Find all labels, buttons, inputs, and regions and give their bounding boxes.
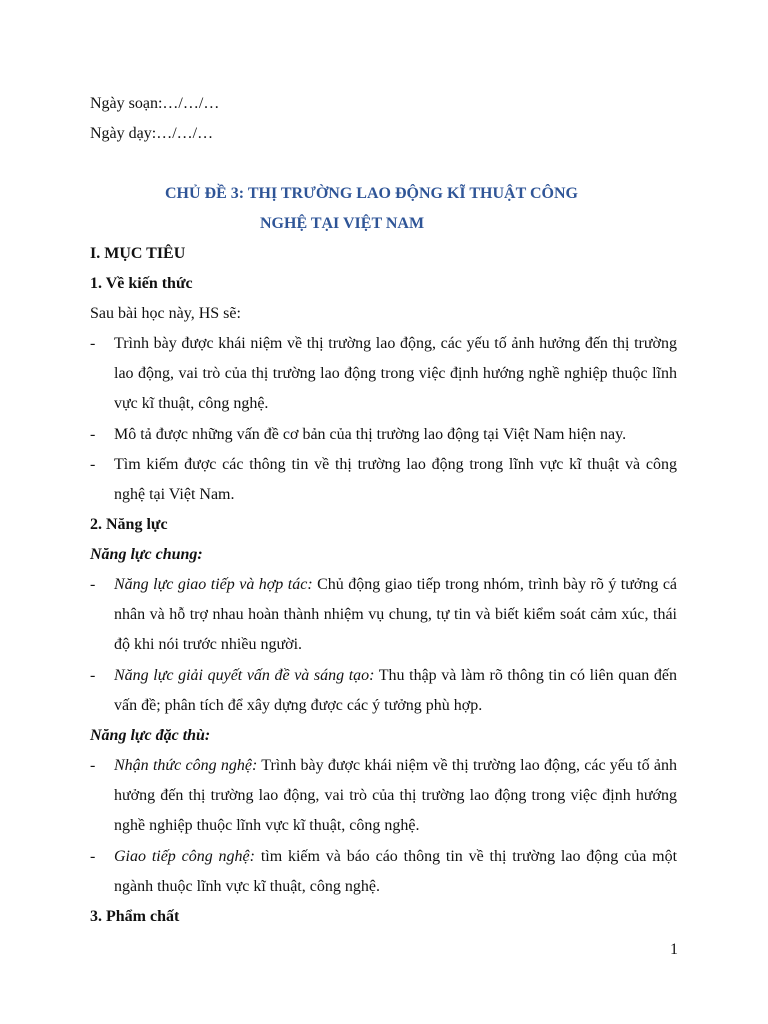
bullet-label: Nhận thức công nghệ: [114,757,258,774]
subheading-competence: 2. Năng lực [90,516,168,533]
specific-competence-heading: Năng lực đặc thù: [90,727,211,744]
knowledge-intro: Sau bài học này, HS sẽ: [90,305,241,322]
bullet-body: tìm kiếm và báo cáo thông tin về thị trường lao động của một ngành thuộc lĩnh vực kĩ thuật, công nghệ. [114,848,678,895]
prep-date: Ngày soạn:…/…/… [90,95,220,112]
list-item [90,661,677,721]
bullet-dash: - [90,426,96,443]
bullet-dash: - [90,757,96,774]
bullet-dash: - [90,576,96,593]
list-item [90,450,677,510]
bullet-text: Trình bày được khái niệm về thị trường lao động, các yếu tố ảnh hưởng đến thị trường lao động, vai trò của thị trường lao động trong việc định hướng nghề nghiệp thuộc lĩnh vực kĩ thuật, công nghệ. [114,335,677,412]
document-title-line-2: NGHỆ TẠI VIỆT NAM [260,215,425,232]
page-number: 1 [670,941,678,958]
general-competence-heading: Năng lực chung: [90,546,203,563]
bullet-dash: - [90,456,96,473]
section-heading-objectives: I. MỤC TIÊU [90,245,186,262]
list-item [90,570,677,660]
bullet-text: Tìm kiếm được các thông tin về thị trường lao động trong lĩnh vực kĩ thuật và công nghệ tại Việt Nam. [114,456,677,503]
list-item [90,420,677,450]
bullet-text [114,661,677,721]
document-title-line-1: CHỦ ĐỀ 3: THỊ TRƯỜNG LAO ĐỘNG KĨ THUẬT CÔNG [165,185,578,202]
subheading-qualities: 3. Phẩm chất [90,908,180,925]
bullet-label: Năng lực giải quyết vấn đề và sáng tạo: [114,667,375,684]
bullet-label: Giao tiếp công nghệ: [114,848,255,865]
bullet-body: Chủ động giao tiếp trong nhóm, trình bày rõ ý tưởng cá nhân và hỗ trợ nhau hoàn thành nhiệm vụ chung, tự tin và biết kiểm soát cảm xúc, thái độ khi nói trước nhiều người. [114,576,678,653]
bullet-text: Mô tả được những vấn đề cơ bản của thị trường lao động tại Việt Nam hiện nay. [114,426,627,443]
bullet-body: Thu thập và làm rõ thông tin có liên quan đến vấn đề; phân tích để xây dựng được các ý tưởng phù hợp. [114,667,677,714]
bullet-dash: - [90,848,96,865]
list-item [90,842,677,902]
bullet-text [114,570,677,660]
list-item [90,751,677,841]
bullet-text [114,842,677,902]
bullet-dash: - [90,667,96,684]
teach-date: Ngày dạy:…/…/… [90,125,214,142]
bullet-body: Trình bày được khái niệm về thị trường lao động, các yếu tố ảnh hưởng đến thị trường lao động, vai trò của thị trường lao động trong việc định hướng nghề nghiệp thuộc lĩnh vực kĩ thuật, công nghệ. [114,757,677,834]
subheading-knowledge: 1. Về kiến thức [90,275,193,292]
bullet-dash: - [90,335,96,352]
bullet-label: Năng lực giao tiếp và hợp tác: [114,576,313,593]
bullet-text [114,751,677,841]
list-item [90,329,677,419]
